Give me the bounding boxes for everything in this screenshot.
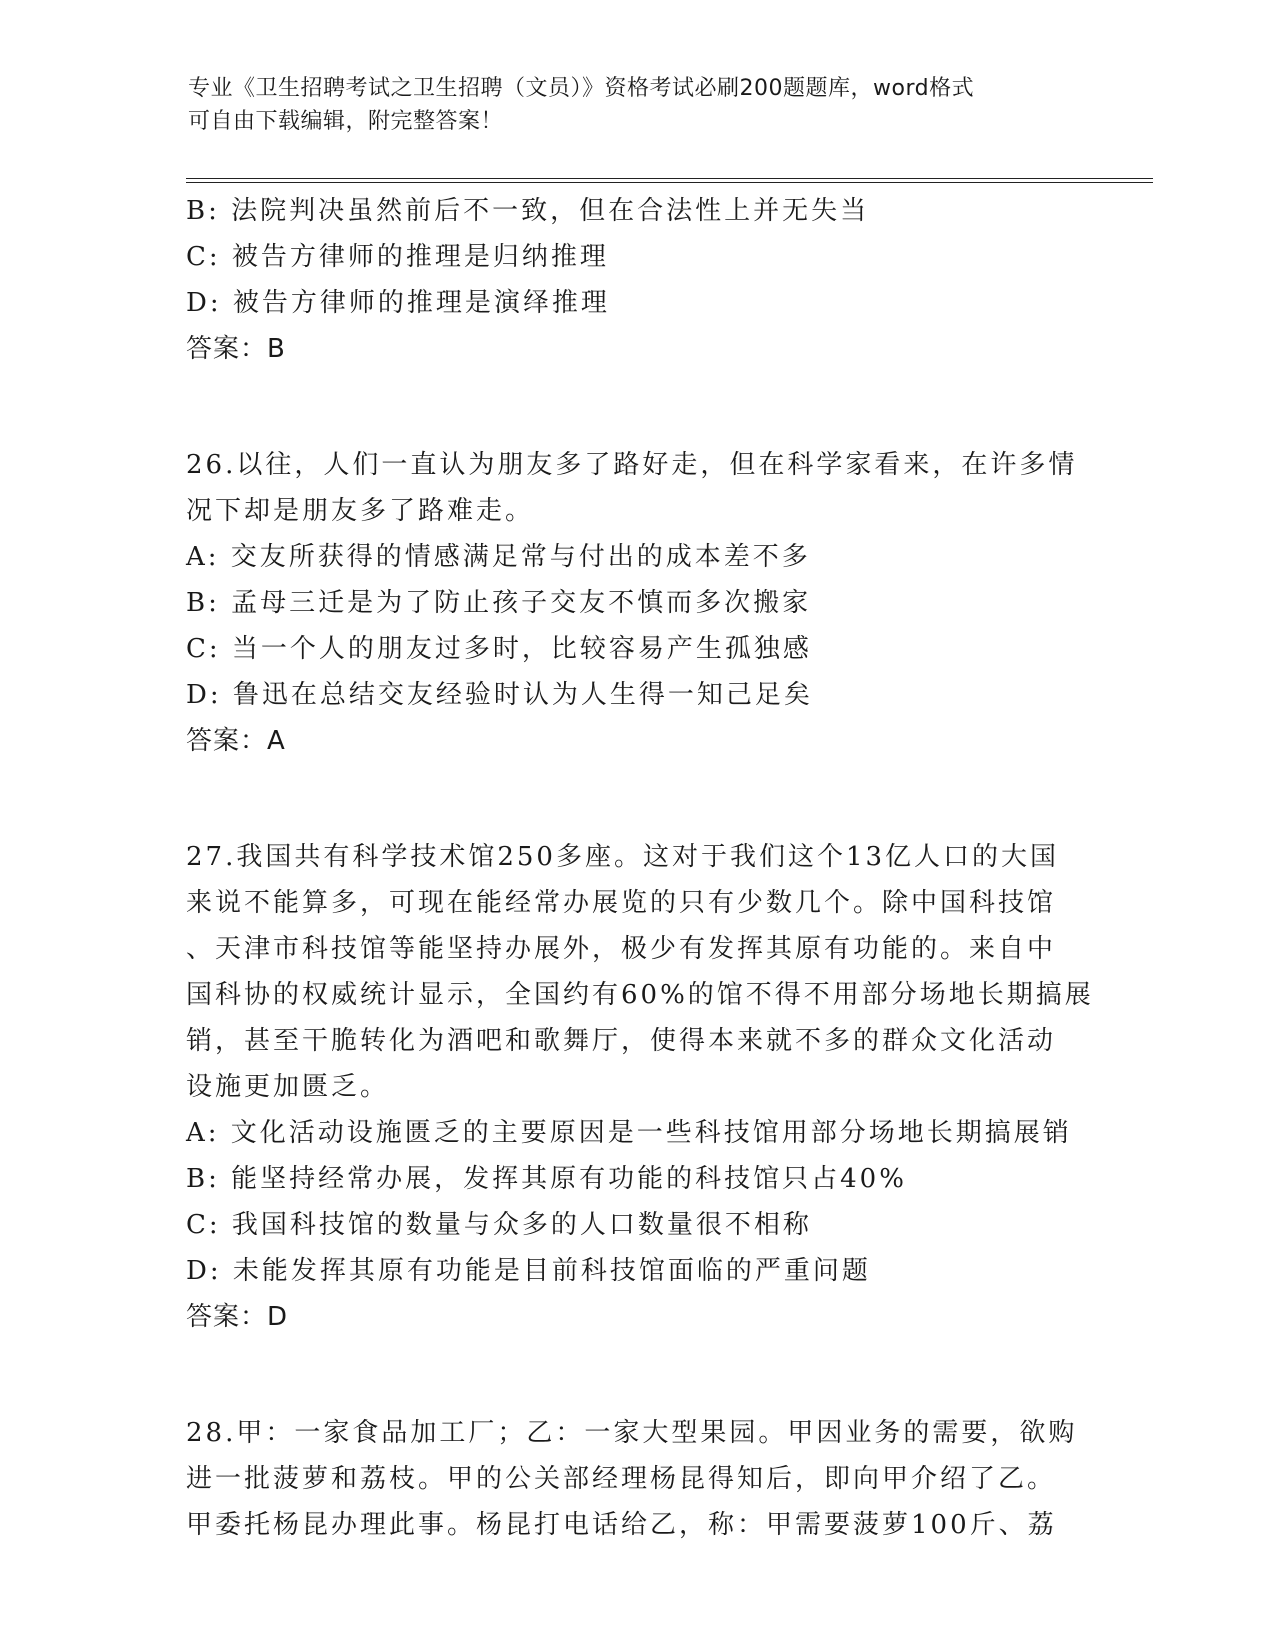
stem-line: 28.甲：一家食品加工厂；乙：一家大型果园。甲因业务的需要，欲购 <box>186 1418 1078 1448</box>
answer-line: 答案：D <box>186 1302 289 1332</box>
stem-line: 甲委托杨昆办理此事。杨昆打电话给乙，称：甲需要菠萝100斤、荔 <box>186 1510 1057 1540</box>
stem-line: 进一批菠萝和荔枝。甲的公关部经理杨昆得知后，即向甲介绍了乙。 <box>186 1464 1057 1494</box>
stem-line: 来说不能算多，可现在能经常办展览的只有少数几个。除中国科技馆 <box>186 888 1057 918</box>
document-header <box>188 72 1068 138</box>
option-c: C: 被告方律师的推理是归纳推理 <box>186 242 609 272</box>
option-b: B: 孟母三迁是为了防止孩子交友不慎而多次搬家 <box>186 588 812 618</box>
prev-question-tail <box>186 188 1086 372</box>
question-stem <box>186 1410 1086 1548</box>
option-d: D: 被告方律师的推理是演绎推理 <box>186 288 610 318</box>
stem-line: 设施更加匮乏。 <box>186 1072 390 1102</box>
header-divider-bottom <box>186 182 1153 183</box>
stem-line: 国科协的权威统计显示，全国约有60%的馆不得不用部分场地长期搞展 <box>186 980 1094 1010</box>
header-line-1: 专业《卫生招聘考试之卫生招聘（文员）》资格考试必刷200题题库，word格式 <box>188 76 975 101</box>
option-c: C: 我国科技馆的数量与众多的人口数量很不相称 <box>186 1210 812 1240</box>
option-d: D: 未能发挥其原有功能是目前科技馆面临的严重问题 <box>186 1256 871 1286</box>
answer-line: 答案：A <box>186 726 286 756</box>
stem-line: 销，甚至干脆转化为酒吧和歌舞厅，使得本来就不多的群众文化活动 <box>186 1026 1057 1056</box>
question-26 <box>186 442 1086 764</box>
option-d: D: 鲁迅在总结交友经验时认为人生得一知己足矣 <box>186 680 813 710</box>
option-a: A: 文化活动设施匮乏的主要原因是一些科技馆用部分场地长期搞展销 <box>186 1118 1072 1148</box>
document-body <box>186 188 1094 1548</box>
header-divider-top <box>186 178 1153 179</box>
header-line-2: 可自由下载编辑，附完整答案！ <box>188 109 504 134</box>
question-stem <box>186 834 1094 1110</box>
option-b: B: 法院判决虽然前后不一致，但在合法性上并无失当 <box>186 196 870 226</box>
stem-line: 26.以往，人们一直认为朋友多了路好走，但在科学家看来，在许多情 <box>186 450 1078 480</box>
stem-line: 、天津市科技馆等能坚持办展外，极少有发挥其原有功能的。来自中 <box>186 934 1057 964</box>
question-stem <box>186 442 1086 534</box>
stem-line: 况下却是朋友多了路难走。 <box>186 496 535 526</box>
option-b: B: 能坚持经常办展，发挥其原有功能的科技馆只占40% <box>186 1164 907 1194</box>
question-28 <box>186 1410 1086 1548</box>
option-a: A: 交友所获得的情感满足常与付出的成本差不多 <box>186 542 811 572</box>
option-c: C: 当一个人的朋友过多时，比较容易产生孤独感 <box>186 634 812 664</box>
question-27 <box>186 834 1094 1340</box>
stem-line: 27.我国共有科学技术馆250多座。这对于我们这个13亿人口的大国 <box>186 842 1060 872</box>
answer-line: 答案：B <box>186 334 286 364</box>
